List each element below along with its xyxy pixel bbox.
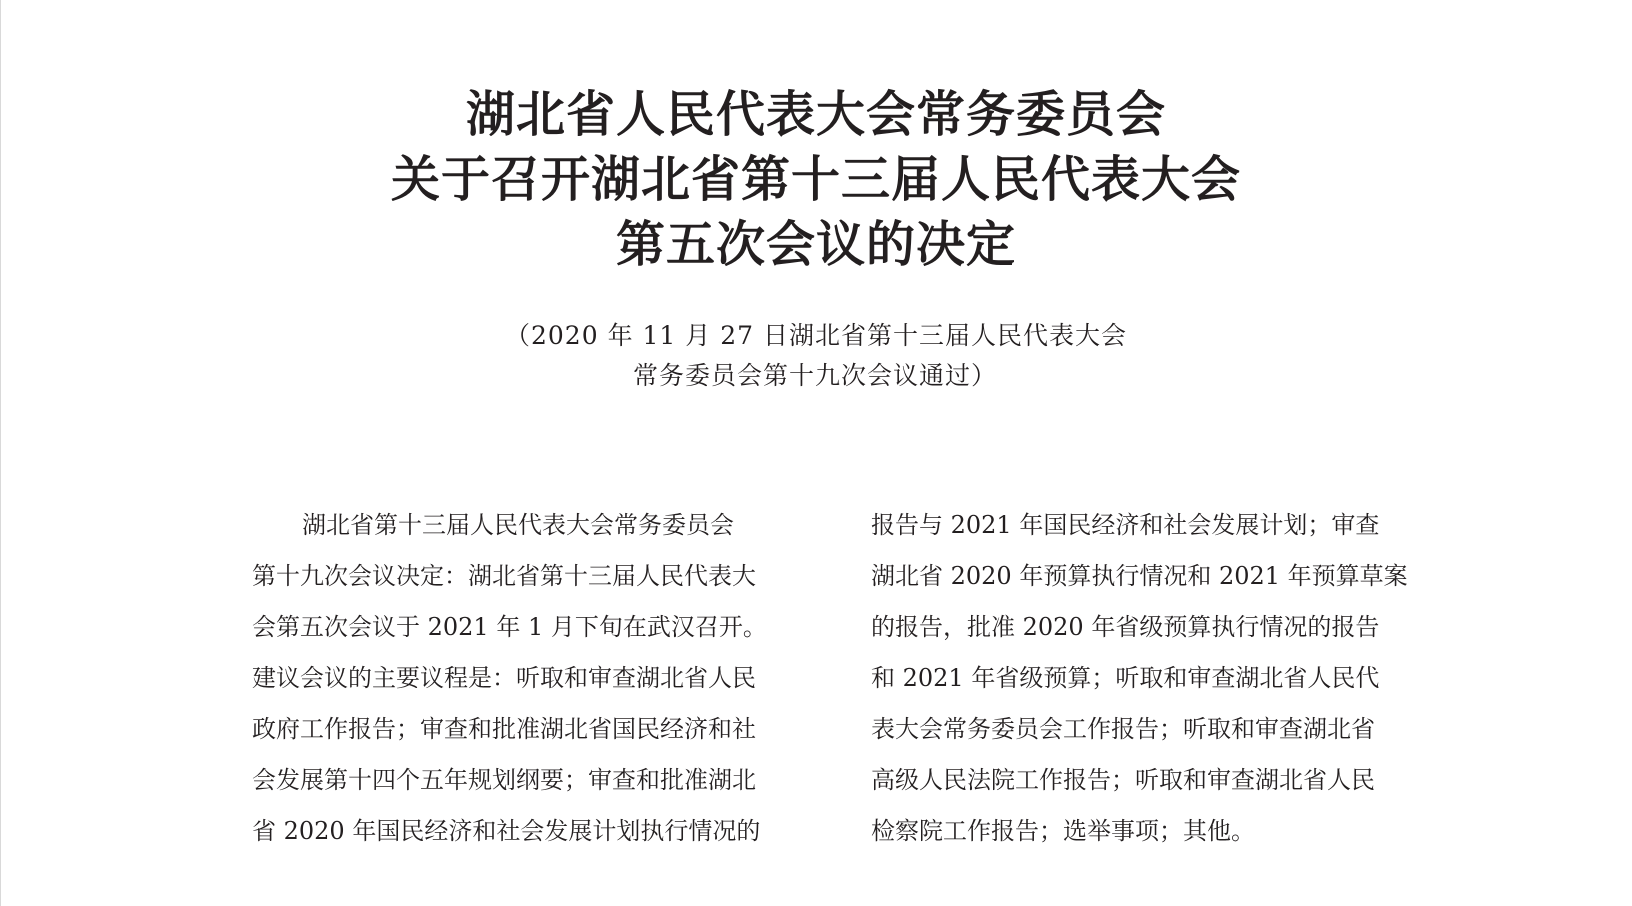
subtitle-line-2: 常务委员会第十九次会议通过） [632, 361, 997, 390]
body-left-column [252, 500, 812, 857]
title-line-3: 第五次会议的决定 [615, 216, 1016, 273]
document-subtitle [0, 316, 1632, 396]
body-line: 建议会议的主要议程是：听取和审查湖北省人民 [252, 664, 756, 692]
body-line: 湖北省 2020 年预算执行情况和 2021 年预算草案 [871, 562, 1408, 590]
body-line: 会第五次会议于 2021 年 1 月下旬在武汉召开。 [252, 613, 767, 641]
subtitle-line-1: （2020 年 11 月 27 日湖北省第十三届人民代表大会 [505, 321, 1127, 350]
body-line: 的报告，批准 2020 年省级预算执行情况的报告 [871, 613, 1380, 641]
body-line: 报告与 2021 年国民经济和社会发展计划；审查 [871, 511, 1380, 539]
document-title [0, 82, 1632, 277]
body-line: 表大会常务委员会工作报告；听取和审查湖北省 [871, 715, 1375, 743]
body-line: 政府工作报告；审查和批准湖北省国民经济和社 [252, 715, 756, 743]
body-line: 检察院工作报告；选举事项；其他。 [871, 817, 1255, 845]
body-line: 和 2021 年省级预算；听取和审查湖北省人民代 [871, 664, 1380, 692]
body-right-column [871, 500, 1431, 857]
body-line: 会发展第十四个五年规划纲要；审查和批准湖北 [252, 766, 756, 794]
title-line-1: 湖北省人民代表大会常务委员会 [465, 86, 1166, 143]
title-line-2: 关于召开湖北省第十三届人民代表大会 [390, 151, 1241, 208]
body-line: 省 2020 年国民经济和社会发展计划执行情况的 [252, 817, 761, 845]
body-line: 高级人民法院工作报告；听取和审查湖北省人民 [871, 766, 1375, 794]
body-line: 第十九次会议决定：湖北省第十三届人民代表大 [252, 562, 756, 590]
body-line: 湖北省第十三届人民代表大会常务委员会 [302, 511, 734, 539]
